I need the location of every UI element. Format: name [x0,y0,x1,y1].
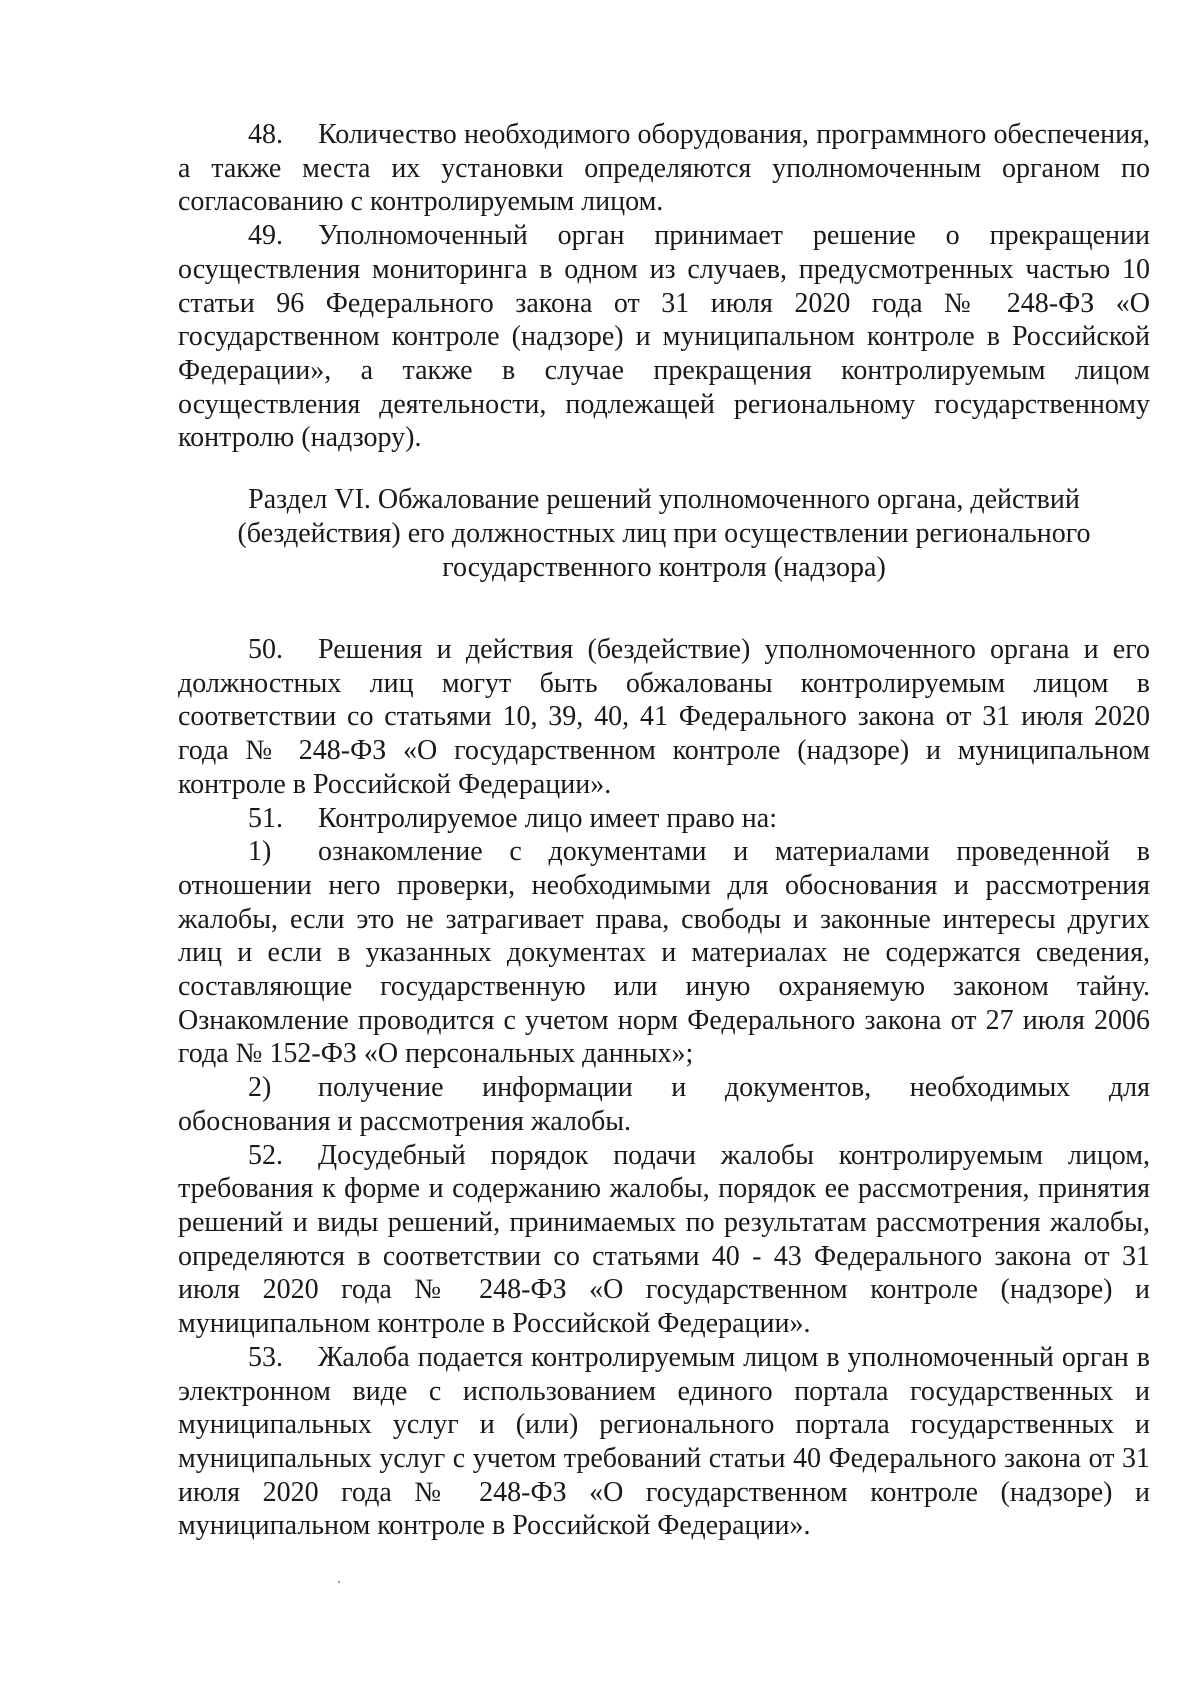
list-item-text: получение информации и документов, необходимых для обоснования и рассмотрения жалобы. [178,1072,1150,1137]
section-heading-line: (бездействия) его должностных лиц при осуществлении регионального [237,518,1091,550]
list-item-number: 2) [248,1072,272,1104]
paragraph-text: Количество необходимого оборудования, программного обеспечения, а также места их установки определяются уполномоченным органом по согласованию с контролируемым лицом. [178,119,1150,218]
paragraph-text: Жалоба подается контролируемым лицом в уполномоченный орган в электронном виде с использованием единого портала государственных и муниципальных услуг и (или) регионального портала государственных и муниципальных услуг с учетом требований статьи 40 Федерального закона от 31 июля 2020 года № 248-ФЗ «О государственном контроле (надзоре) и муниципальном контроле в Российской Федерации». [178,1341,1150,1542]
list-item-2 [178,1071,1150,1138]
paragraph-text: Уполномоченный орган принимает решение о прекращении осуществления мониторинга в одном из случаев, предусмотренных частью 10 статьи 96 Федерального закона от 31 июля 2020 года № 248-ФЗ «О государственном контроле (надзоре) и муниципальном контроле в Российской Федерации», а также в случае прекращения контролируемым лицом осуществления деятельности, подлежащей региональному государственному контролю (надзору). [178,220,1150,454]
paragraph-51 [178,802,1150,836]
scan-speck [338,1581,340,1583]
paragraph-number: 48. [248,119,283,150]
paragraph-48 [178,118,1150,219]
paragraph-number: 51. [248,802,283,834]
paragraph-49 [178,219,1150,455]
list-item-1 [178,835,1150,1071]
paragraph-number: 50. [248,634,283,666]
paragraph-number: 49. [248,220,283,252]
paragraph-text: Решения и действия (бездействие) уполномоченного органа и его должностных лиц могут быть обжалованы контролируемым лицом в соответствии со статьями 10, 39, 40, 41 Федерального закона от 31 июля 2020 года № 248-ФЗ «О государственном контроле (надзоре) и муниципальном контроле в Российской Федерации». [178,634,1150,800]
list-item-text: ознакомление с документами и материалами проведенной в отношении него проверки, необходимыми для обоснования и рассмотрения жалобы, если это не затрагивает права, свободы и законные интересы других лиц и если в указанных документах и материалах не содержатся сведения, составляющие государственную или иную охраняемую законом тайну. Ознакомление проводится с учетом норм Федерального закона от 27 июля 2006 года № 152-ФЗ «О персональных данных»; [178,836,1150,1070]
section-heading [178,483,1150,585]
paragraph-text: Контролируемое лицо имеет право на: [318,802,777,834]
list-item-number: 1) [248,836,272,868]
paragraph-number: 52. [248,1139,283,1171]
section-heading-line: государственного контроля (надзора) [442,552,886,584]
paragraph-53 [178,1341,1150,1543]
paragraph-number: 53. [248,1341,283,1373]
paragraph-text: Досудебный порядок подачи жалобы контролируемым лицом, требования к форме и содержанию жалобы, порядок ее рассмотрения, принятия решений и виды решений, принимаемых по результатам рассмотрения жалобы, определяются в соответствии со статьями 40 - 43 Федерального закона от 31 июля 2020 года № 248-ФЗ «О государственном контроле (надзоре) и муниципальном контроле в Российской Федерации». [178,1139,1150,1340]
paragraph-50 [178,633,1150,802]
section-heading-line: Раздел VI. Обжалование решений уполномоченного органа, действий [248,484,1080,516]
paragraph-52 [178,1139,1150,1341]
document-body [178,118,1150,1543]
